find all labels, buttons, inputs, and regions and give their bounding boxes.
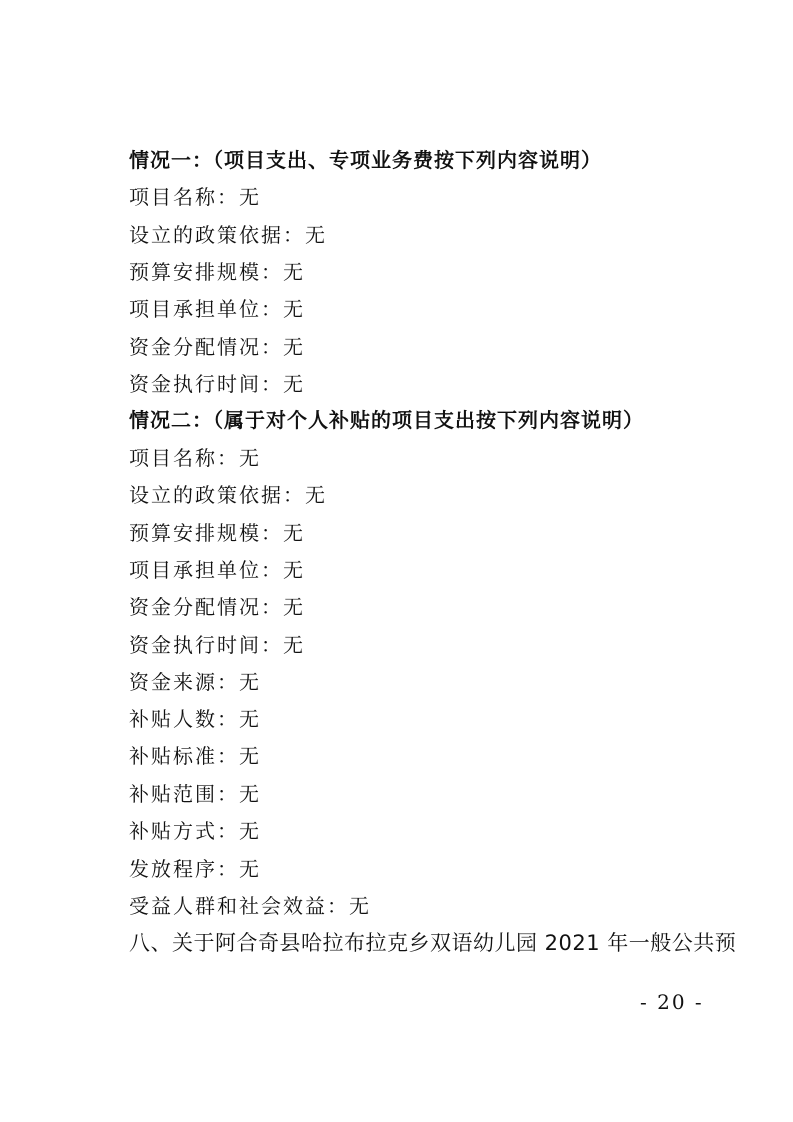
case1-fund-allocation: 资金分配情况：无 — [129, 335, 305, 359]
case1-policy-basis: 设立的政策依据：无 — [129, 223, 327, 247]
case2-subsidy-scope: 补贴范围：无 — [129, 782, 261, 806]
case1-budget-scale: 预算安排规模：无 — [129, 260, 305, 284]
case2-distribution-procedure: 发放程序：无 — [129, 857, 261, 881]
case2-subsidy-standard: 补贴标准：无 — [129, 744, 261, 768]
section8-heading: 八、关于阿合奇县哈拉布拉克乡双语幼儿园 2021 年一般公共预 — [129, 931, 737, 955]
case2-undertaking-unit: 项目承担单位：无 — [129, 558, 305, 582]
case1-undertaking-unit: 项目承担单位：无 — [129, 297, 305, 321]
case1-execution-time: 资金执行时间：无 — [129, 372, 305, 396]
case2-project-name: 项目名称：无 — [129, 446, 261, 470]
case2-fund-allocation: 资金分配情况：无 — [129, 595, 305, 619]
case2-subsidy-count: 补贴人数：无 — [129, 707, 261, 731]
case2-budget-scale: 预算安排规模：无 — [129, 521, 305, 545]
case1-heading: 情况一：（项目支出、专项业务费按下列内容说明） — [129, 148, 602, 172]
case2-beneficiaries-social-benefit: 受益人群和社会效益：无 — [129, 894, 371, 918]
case2-heading: 情况二：（属于对个人补贴的项目支出按下列内容说明） — [129, 408, 644, 432]
page-number: - 20 - — [640, 990, 704, 1014]
case2-policy-basis: 设立的政策依据：无 — [129, 483, 327, 507]
case2-execution-time: 资金执行时间：无 — [129, 633, 305, 657]
case1-project-name: 项目名称：无 — [129, 185, 261, 209]
case2-subsidy-method: 补贴方式：无 — [129, 819, 261, 843]
case2-fund-source: 资金来源：无 — [129, 670, 261, 694]
